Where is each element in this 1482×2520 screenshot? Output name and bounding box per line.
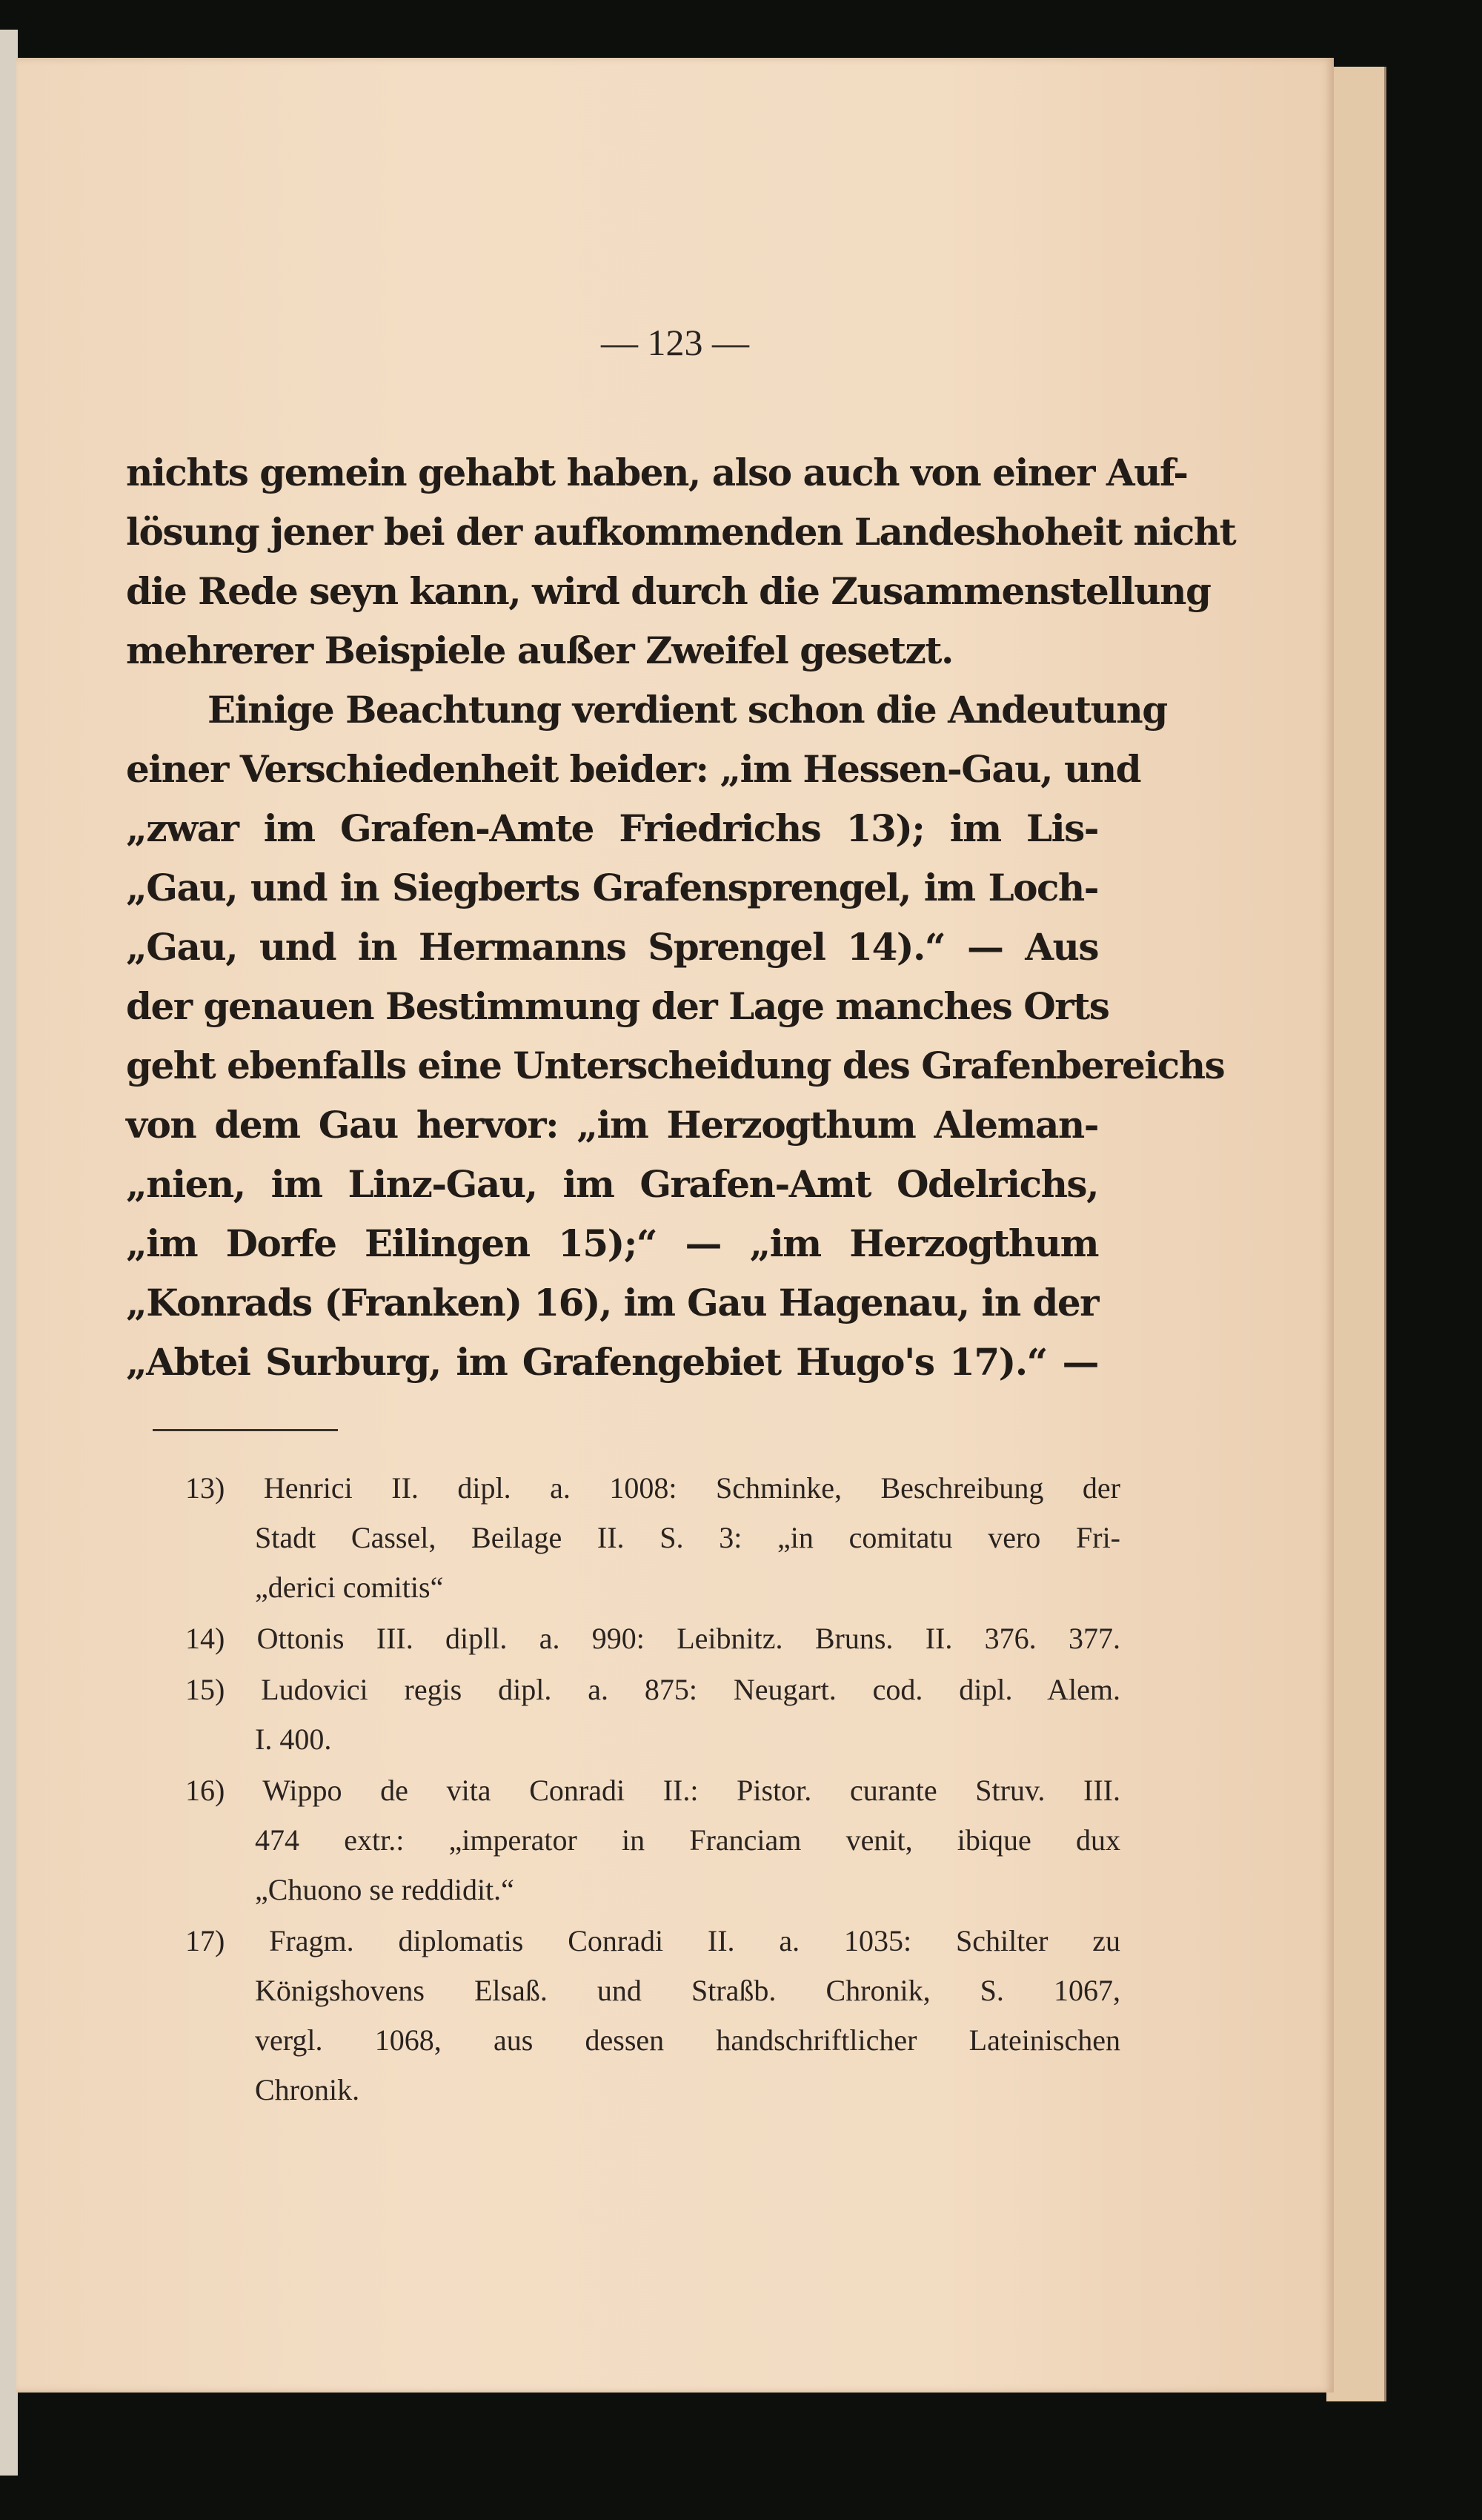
footnote-14: 14) Ottonis III. dipll. a. 990: Leibnitz. Bruns. II. 376. 377. <box>185 1622 1120 1655</box>
body-line: der genauen Bestimmung der Lage manches Orts <box>126 984 1109 1028</box>
body-line: einer Verschiedenheit beider: „im Hessen-Gau, und <box>126 747 1141 791</box>
scan-left-edge <box>0 30 18 2476</box>
body-line: „nien, im Linz-Gau, im Grafen-Amt Odelrichs, <box>126 1162 1098 1206</box>
body-line: nichts gemein gehabt haben, also auch von einer Auf- <box>126 451 1188 494</box>
body-line: geht ebenfalls eine Unterscheidung des Grafenbereichs <box>126 1044 1225 1087</box>
footnote-16-cont: „Chuono se reddidit.“ <box>255 1873 514 1906</box>
footnote-13: 13) Henrici II. dipl. a. 1008: Schminke, Beschreibung der <box>185 1471 1120 1505</box>
body-line: „Gau, und in Siegberts Grafensprengel, im Loch- <box>126 866 1098 909</box>
footnote-13-cont: Stadt Cassel, Beilage II. S. 3: „in comitatu vero Fri- <box>255 1521 1120 1554</box>
body-line: lösung jener bei der aufkommenden Landeshoheit nicht <box>126 510 1236 554</box>
underlying-page-edge <box>1326 67 1386 2401</box>
footnote-separator <box>153 1429 338 1431</box>
footnote-16: 16) Wippo de vita Conradi II.: Pistor. curante Struv. III. <box>185 1774 1120 1807</box>
body-line: von dem Gau hervor: „im Herzogthum Aleman- <box>126 1103 1098 1147</box>
footnote-17-cont: Königshovens Elsaß. und Straßb. Chronik, S. 1067, <box>255 1974 1120 2007</box>
body-line: „zwar im Grafen-Amte Friedrichs 13); im Lis- <box>126 806 1098 850</box>
footnote-16-cont: 474 extr.: „imperator in Franciam venit, ibique dux <box>255 1823 1120 1857</box>
footnote-17-cont: Chronik. <box>255 2073 360 2106</box>
footnote-15: 15) Ludovici regis dipl. a. 875: Neugart. cod. dipl. Alem. <box>185 1673 1120 1706</box>
body-line: mehrerer Beispiele außer Zweifel gesetzt. <box>126 629 953 672</box>
body-line: „im Dorfe Eilingen 15);“ — „im Herzogthum <box>126 1221 1098 1265</box>
body-line: Einige Beachtung verdient schon die Andeutung <box>207 688 1167 732</box>
body-line: „Gau, und in Hermanns Sprengel 14).“ — Aus <box>126 925 1098 969</box>
footnote-15-cont: I. 400. <box>255 1722 332 1756</box>
footnote-13-cont: „derici comitis“ <box>255 1571 444 1604</box>
footnote-17: 17) Fragm. diplomatis Conradi II. a. 1035: Schilter zu <box>185 1924 1120 1957</box>
footnote-17-cont: vergl. 1068, aus dessen handschriftlicher Lateinischen <box>255 2023 1120 2057</box>
page-number: — 123 — <box>601 322 749 363</box>
body-line: die Rede seyn kann, wird durch die Zusammenstellung <box>126 569 1211 613</box>
book-page <box>16 58 1334 2393</box>
body-line: „Konrads (Franken) 16), im Gau Hagenau, in der <box>126 1281 1098 1324</box>
body-line: „Abtei Surburg, im Grafengebiet Hugo's 17).“ — <box>126 1340 1098 1384</box>
